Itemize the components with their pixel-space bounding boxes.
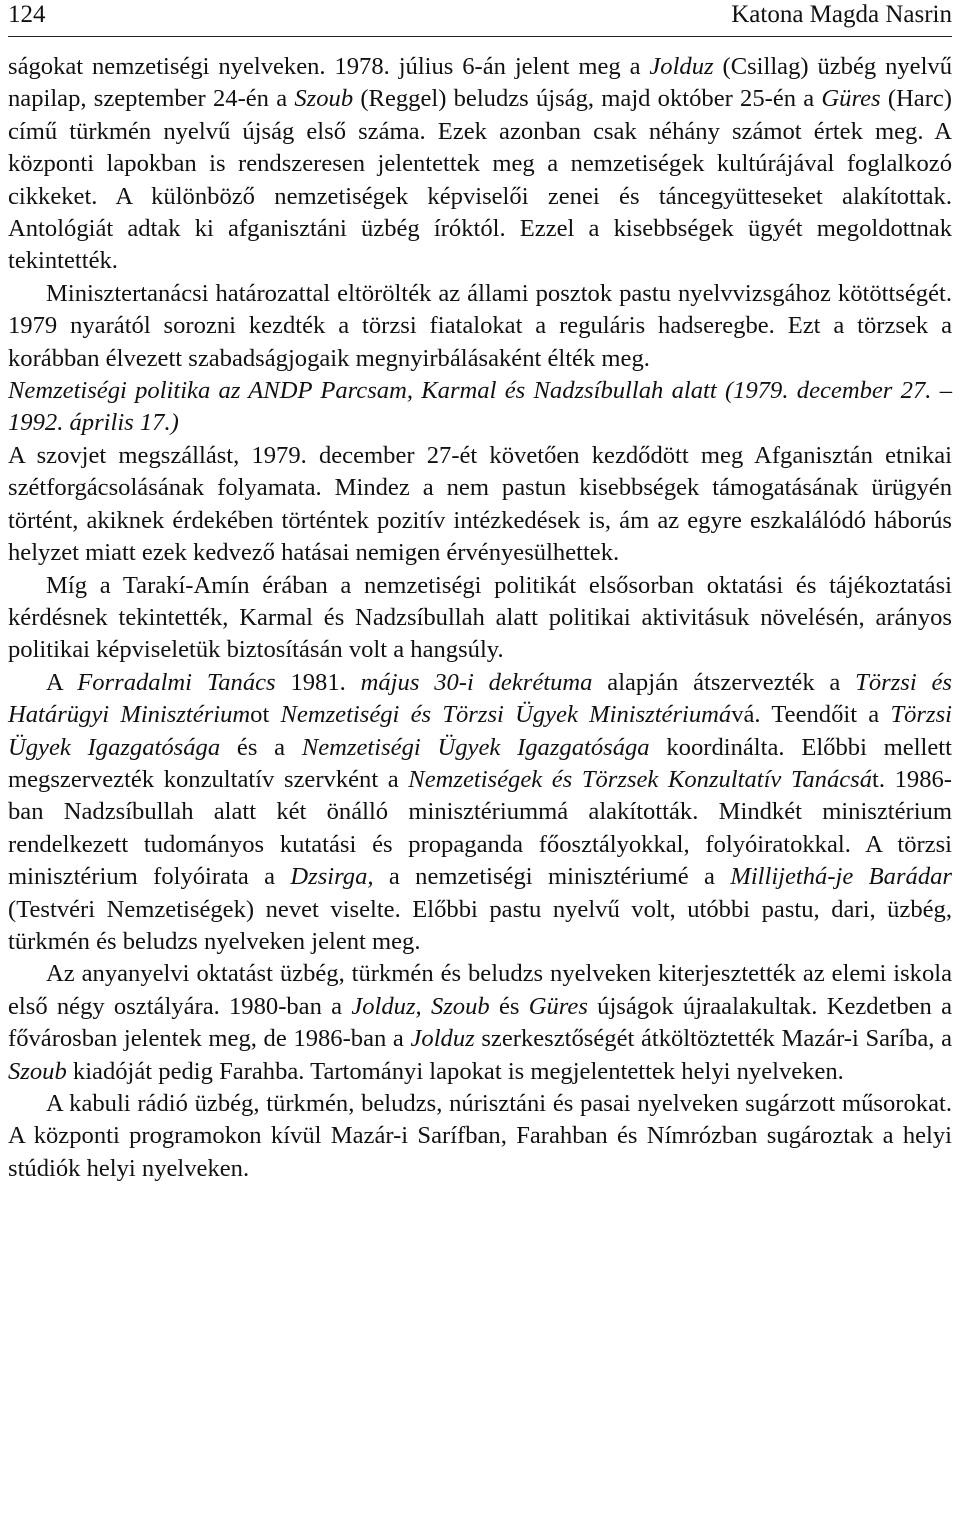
text-run: (Testvéri Nemzetiségek) nevet viselte. Előbbi pastu nyelvű volt, utóbbi pastu, dari, üzbég, türkmén és beludzs nyelveken jelent meg.	[8, 895, 952, 955]
text-run: ot	[250, 701, 281, 729]
text-run: a nemzetiségi minisztériumé a	[373, 863, 731, 891]
text-run: 1981.	[275, 668, 361, 696]
italic-term: Dzsirga,	[290, 863, 374, 891]
italic-term: Millijethá-je Barádar	[730, 863, 952, 891]
italic-term: május 30-i dekrétuma	[360, 668, 593, 696]
text-run: szerkesztőségét átköltöztették Mazár-i Saríba, a	[474, 1025, 952, 1053]
text-run: (Reggel) beludzs újság, majd október 25-én a	[353, 85, 822, 113]
italic-newspaper-name: Jolduz	[410, 1025, 475, 1053]
italic-term: Forradalmi Tanács	[77, 668, 276, 696]
paragraph-council-decision: Minisztertanácsi határozattal eltörölték az állami posztok pastu nyelvvizsgához kötöttségét. 1979 nyarától sorozni kezdték a törzsi fiatalokat a reguláris hadseregbe. Ezt a törzsek a korábban élvezett szabadságjogaik megnyirbálásaként élték meg.	[8, 279, 952, 372]
body-text	[8, 51, 952, 1185]
italic-newspaper-name: Szoub	[8, 1057, 67, 1085]
italic-newspaper-name: Szoub	[294, 85, 354, 113]
italic-term: Törzsi Ügyek Igazgatósága	[8, 701, 952, 761]
section-heading: Nemzetiségi politika az ANDP Parcsam, Karmal és Nadzsíbullah alatt (1979. december 27. – 1992. április 17.)	[8, 377, 952, 437]
text-run: és a	[220, 733, 302, 761]
italic-term: Nemzetiségi és Törzsi Ügyek Minisztériumá	[280, 701, 732, 729]
italic-newspaper-name: Jolduz	[649, 53, 714, 80]
text-run: koordinálta. Előbbi mellett megszervezték konzultatív szervként a	[8, 733, 952, 793]
text-run: (Harc) című türkmén nyelvű újság első száma. Ezek azonban csak néhány számot értek meg. A központi lapokban is rendszeresen jelentettek meg a nemzetiségek kultúrájával foglalkozó cikkeket. A különböző nemzetiségek képviselői zenei és táncegyütteseket alakítottak. Antológiát adtak ki afganisztáni üzbég íróktól. Ezzel a kisebbségek ügyét megoldottnak tekintették.	[8, 85, 953, 275]
italic-newspaper-name: Jolduz, Szoub	[351, 992, 490, 1020]
text-run: A	[46, 668, 78, 696]
paragraph-policy-shift: Míg a Tarakí-Amín érában a nemzetiségi politikát elsősorban oktatási és tájékoztatási kérdésnek tekintették, Karmal és Nadzsíbullah alatt politikai aktivitásuk növelésén, arányos politikai képviseletük biztosításán volt a hangsúly.	[8, 571, 952, 664]
text-run: kiadóját pedig Farahba. Tartományi lapokat is megjelentettek helyi nyelveken.	[66, 1057, 844, 1085]
italic-term: Törzsi és Határügyi Minisztérium	[8, 668, 952, 729]
italic-newspaper-name: Güres	[528, 992, 588, 1020]
book-page	[8, 0, 952, 1185]
paragraph-education	[8, 958, 952, 1088]
text-run: (Csillag) üzbég nyelvű napilap, szeptember 24-én a	[8, 53, 953, 113]
text-run: ságokat nemzetiségi nyelveken. 1978. július 6-án jelent meg a	[8, 53, 650, 80]
italic-term: Nemzetiségek és Törzsek Konzultatív Tanácsá	[408, 765, 873, 793]
paragraph-soviet-occupation: A szovjet megszállást, 1979. december 27-ét követően kezdődött meg Afganisztán etnikai szétforgácsolásának folyamata. Mindez a nem pastun kisebbségek támogatásának ürügyén történt, akiknek érdekében történtek pozitív intézkedések is, ám az egyre eszkalálódó háborús helyzet miatt ezek kedvező hatásai nemigen érvényesülhettek.	[8, 441, 952, 567]
running-header-author: Katona Magda Nasrin	[731, 1, 952, 28]
text-run: vá. Teendőit a	[731, 701, 891, 729]
running-header	[8, 0, 952, 37]
italic-newspaper-name: Güres	[821, 85, 881, 113]
paragraph-ministry	[8, 667, 952, 959]
italic-term: Nemzetiségi Ügyek Igazgatósága	[301, 733, 650, 761]
paragraph-radio: A kabuli rádió üzbég, türkmén, beludzs, núrisztáni és pasai nyelveken sugárzott műsorokat. A központi programokon kívül Mazár-i Sarífban, Farahban és Nímrózban sugároztak a helyi stúdiók helyi nyelveken.	[8, 1090, 952, 1182]
paragraph-newspapers	[8, 51, 952, 278]
text-run: Az anyanyelvi oktatást üzbég, türkmén és beludzs nyelveken kiterjesztették az elemi iskola első négy osztályára. 1980-ban a	[8, 960, 952, 1020]
page-number: 124	[8, 1, 46, 28]
text-run: alapján átszervezték a	[592, 668, 856, 696]
text-run: t. 1986-ban Nadzsíbullah alatt két önálló minisztériummá alakították. Mindkét minisztérium rendelkezett tudományos kutatási és propaganda főosztályokkal, folyóiratokkal. A törzsi minisztérium folyóirata a	[8, 765, 953, 891]
text-run: újságok újraalakultak. Kezdetben a fővárosban jelentek meg, de 1986-ban a	[8, 992, 953, 1053]
text-run: és	[489, 992, 529, 1020]
